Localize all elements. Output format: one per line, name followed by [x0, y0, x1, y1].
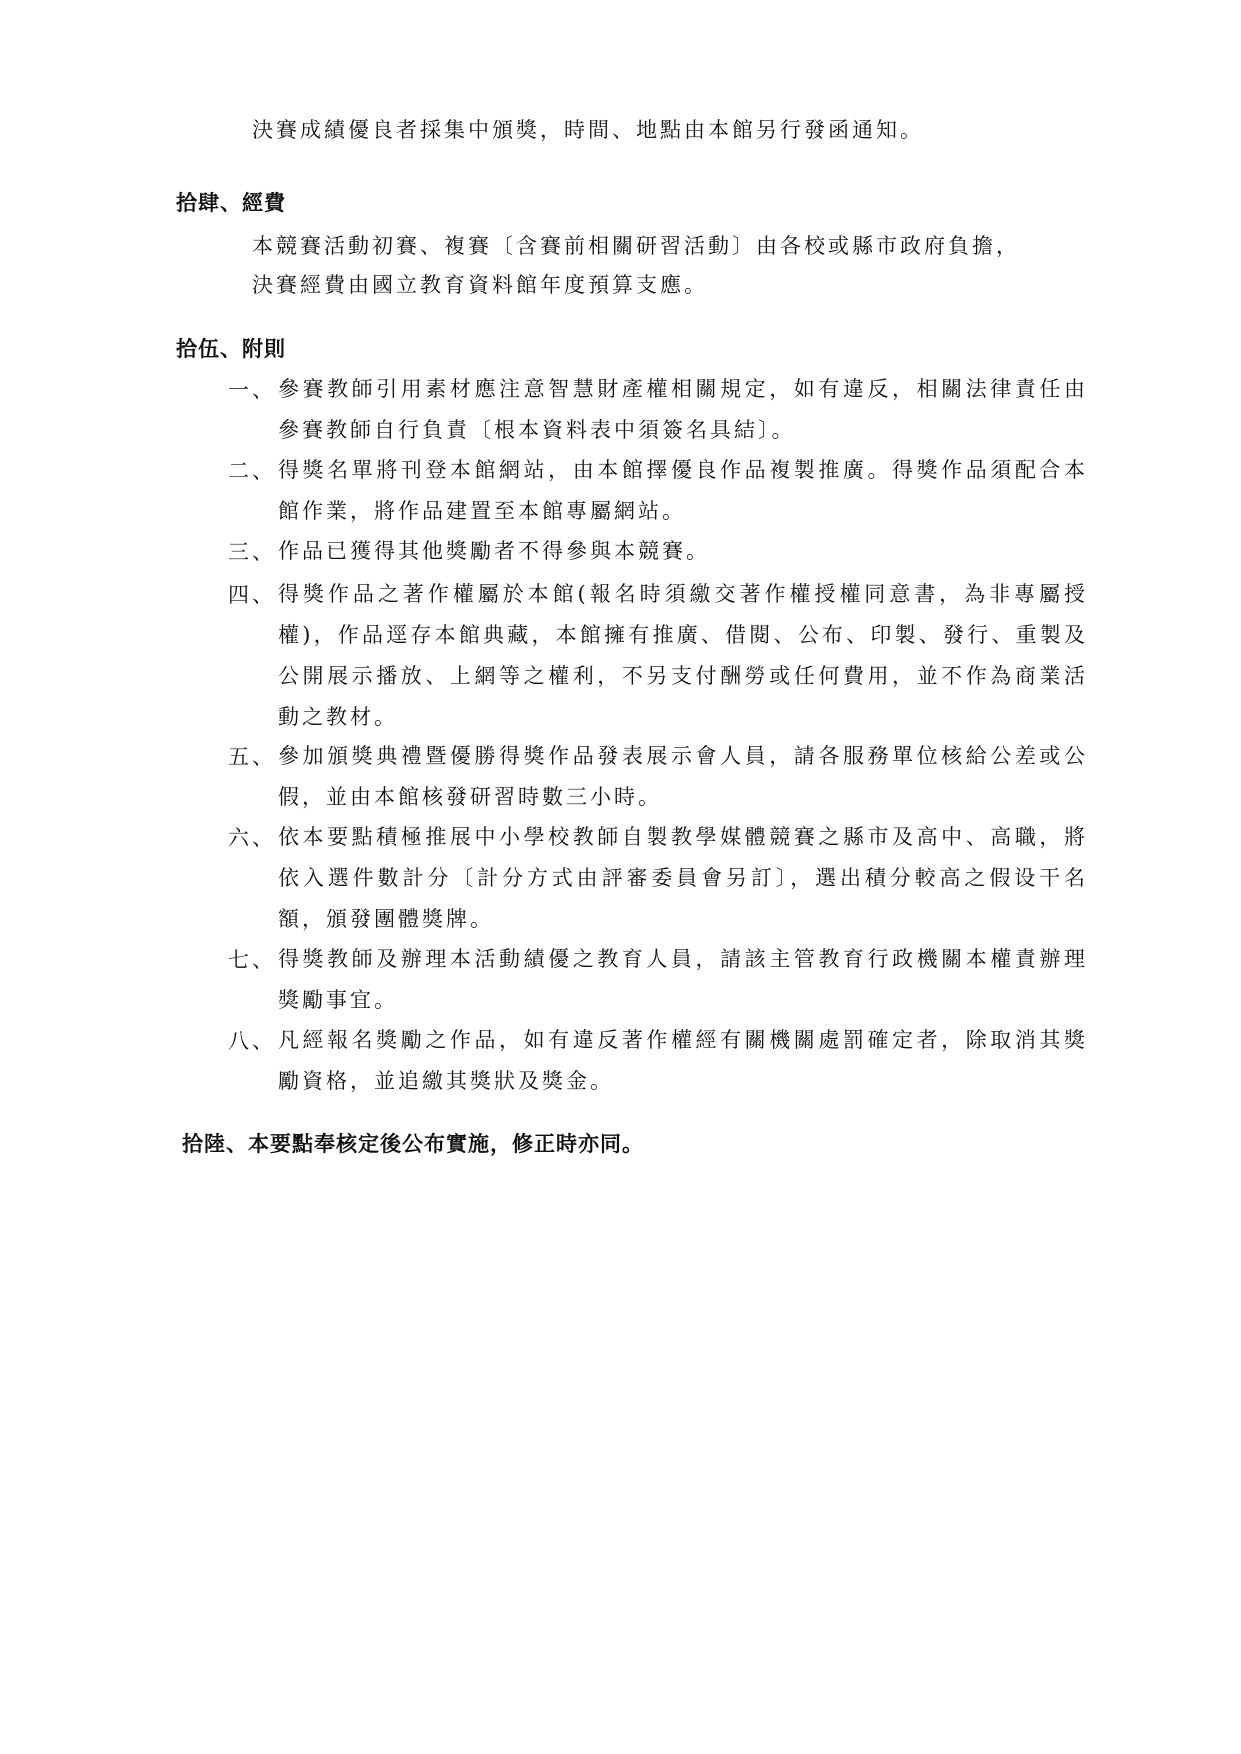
- list-item-marker: 五、: [228, 745, 276, 769]
- list-item: [228, 580, 1088, 738]
- list-item-marker: 二、: [228, 459, 276, 483]
- section-14-heading: 拾肆、經費: [176, 191, 286, 215]
- list-item-text: 參加頒獎典禮暨優勝得獎作品發表展示會人員，請各服務單位核給公差或公假，並由本館核發研習時數三小時。: [278, 744, 1088, 809]
- list-item: [228, 945, 1088, 1021]
- section-14-text-line-1: 本競賽活動初賽、複賽〔含賽前相關研習活動〕由各校或縣市政府負擔，: [252, 234, 1020, 258]
- list-item-marker: 四、: [228, 583, 276, 607]
- list-item-text: 參賽教師引用素材應注意智慧財產權相關規定，如有違反，相關法律責任由參賽教師自行負責〔根本資料表中須簽名具結〕。: [278, 377, 1088, 442]
- list-item-marker: 一、: [228, 378, 276, 402]
- section-15-heading: 拾伍、附則: [176, 337, 286, 361]
- list-item-marker: 六、: [228, 826, 276, 850]
- list-item-marker: 七、: [228, 948, 276, 972]
- list-item-marker: 八、: [228, 1029, 276, 1053]
- list-item: [228, 456, 1088, 532]
- section-16-heading: 拾陸、本要點奉核定後公布實施，修正時亦同。: [182, 1132, 644, 1156]
- list-item: [228, 537, 1088, 572]
- list-item-text: 凡經報名獎勵之作品，如有違反著作權經有關機關處罰確定者，除取消其獎勵資格，並追繳其獎狀及獎金。: [278, 1028, 1088, 1093]
- list-item-text: 依本要點積極推展中小學校教師自製教學媒體競賽之縣市及高中、高職，將依入選件數計分〔計分方式由評審委員會另訂〕，選出積分較高之假设干名額，頒發團體獎牌。: [278, 825, 1088, 931]
- list-item: [228, 1026, 1088, 1102]
- list-item-text: 作品已獲得其他獎勵者不得參與本競賽。: [278, 539, 710, 563]
- section-14-text-line-2: 決賽經費由國立教育資料館年度預算支應。: [252, 273, 708, 297]
- list-item-text: 得獎作品之著作權屬於本館(報名時須繳交著作權授權同意書，為非專屬授權)，作品逕存本館典藏，本館擁有推廣、借閱、公布、印製、發行、重製及公開展示播放、上網等之權利，不另支付酬勞或任何費用，並不作為商業活動之教材。: [278, 582, 1088, 729]
- list-item: [228, 823, 1088, 940]
- list-item: [228, 375, 1088, 451]
- list-item-text: 得獎名單將刊登本館網站，由本館擇優良作品複製推廣。得獎作品須配合本館作業，將作品建置至本館專屬網站。: [278, 458, 1088, 523]
- list-item-text: 得獎教師及辦理本活動績優之教育人員，請該主管教育行政機關本權責辦理獎勵事宜。: [278, 947, 1088, 1012]
- award-ceremony-note: 決賽成績優良者採集中頒獎，時間、地點由本館另行發函通知。: [252, 118, 924, 142]
- list-item-marker: 三、: [228, 540, 276, 564]
- list-item: [228, 742, 1088, 818]
